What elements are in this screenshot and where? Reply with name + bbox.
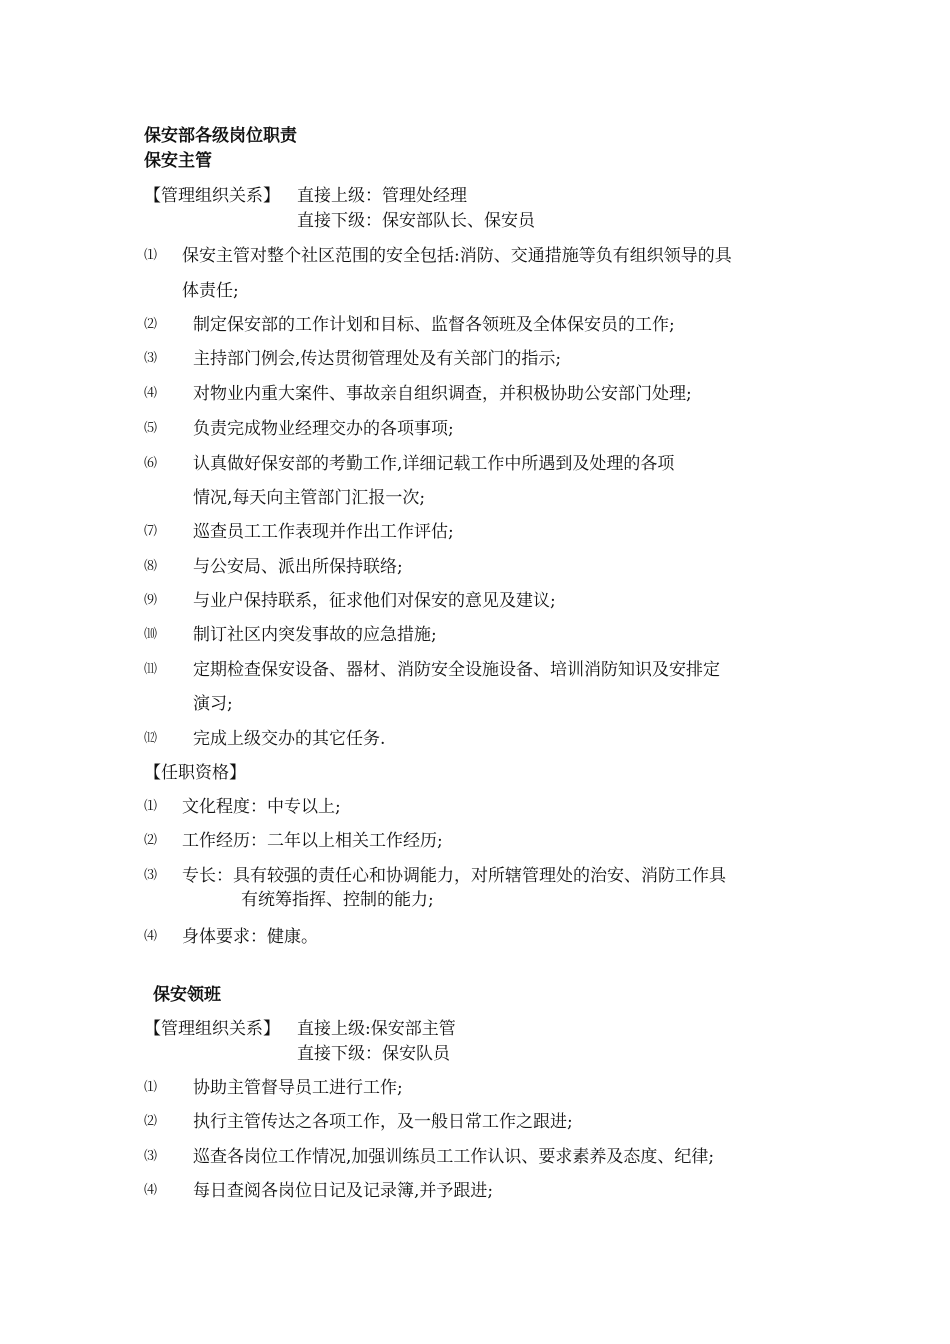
duty-number: ⑺ bbox=[144, 524, 158, 539]
duty-text: 巡查各岗位工作情况,加强训练员工工作认识、要求素养及态度、纪律; bbox=[193, 1147, 715, 1167]
duty-number: ⑶ bbox=[144, 351, 158, 366]
direct-subordinate: 直接下级：保安部队长、保安员 bbox=[297, 211, 535, 231]
duty-text: 对物业内重大案件、事故亲自组织调查，并积极协助公安部门处理; bbox=[193, 384, 692, 404]
duty-text-continued: 情况,每天向主管部门汇报一次; bbox=[193, 488, 426, 508]
qualification-number: ⑶ bbox=[144, 868, 158, 883]
document-title: 保安部各级岗位职责 bbox=[144, 126, 297, 146]
section-heading-supervisor: 保安主管 bbox=[144, 151, 212, 171]
qualification-text-continued: 有统筹指挥、控制的能力; bbox=[241, 890, 434, 910]
duty-number: ⑷ bbox=[144, 1183, 158, 1198]
duty-text: 主持部门例会,传达贯彻管理处及有关部门的指示; bbox=[193, 349, 562, 369]
direct-superior: 直接上级：管理处经理 bbox=[297, 186, 467, 206]
duty-number: ⑴ bbox=[144, 1080, 158, 1095]
duty-text: 负责完成物业经理交办的各项事项; bbox=[193, 419, 454, 439]
duty-text: 执行主管传达之各项工作，及一般日常工作之跟进; bbox=[193, 1112, 573, 1132]
duty-text: 协助主管督导员工进行工作; bbox=[193, 1078, 403, 1098]
duty-text: 制定保安部的工作计划和目标、监督各领班及全体保安员的工作; bbox=[193, 315, 675, 335]
duty-number: ⑾ bbox=[144, 662, 158, 677]
duty-number: ⑵ bbox=[144, 1114, 158, 1129]
duty-text: 与公安局、派出所保持联络; bbox=[193, 557, 403, 577]
qualification-number: ⑷ bbox=[144, 929, 158, 944]
qualification-text: 专长：具有较强的责任心和协调能力，对所辖管理处的治安、消防工作具 bbox=[182, 866, 726, 886]
duty-text: 定期检查保安设备、器材、消防安全设施设备、培训消防知识及安排定 bbox=[193, 660, 720, 680]
qualification-text: 身体要求：健康。 bbox=[182, 927, 318, 947]
duty-text: 与业户保持联系，征求他们对保安的意见及建议; bbox=[193, 591, 556, 611]
duty-text: 制订社区内突发事故的应急措施; bbox=[193, 625, 437, 645]
qualification-number: ⑵ bbox=[144, 833, 158, 848]
qualification-number: ⑴ bbox=[144, 799, 158, 814]
duty-number: ⑼ bbox=[144, 593, 158, 608]
duty-number: ⑶ bbox=[144, 1149, 158, 1164]
qualification-label: 【任职资格】 bbox=[144, 763, 246, 783]
direct-superior: 直接上级:保安部主管 bbox=[297, 1019, 456, 1039]
duty-number: ⑽ bbox=[144, 627, 158, 642]
duty-text: 保安主管对整个社区范围的安全包括:消防、交通措施等负有组织领导的具 bbox=[182, 246, 732, 266]
duty-number: ⑷ bbox=[144, 386, 158, 401]
org-relation-label: 【管理组织关系】 bbox=[144, 186, 280, 206]
duty-number: ⑻ bbox=[144, 559, 158, 574]
duty-text: 每日查阅各岗位日记及记录簿,并予跟进; bbox=[193, 1181, 494, 1201]
qualification-text: 工作经历：二年以上相关工作经历; bbox=[182, 831, 443, 851]
org-relation-label: 【管理组织关系】 bbox=[144, 1019, 280, 1039]
section-heading-leader: 保安领班 bbox=[153, 985, 221, 1005]
duty-text-continued: 演习; bbox=[193, 694, 233, 714]
direct-subordinate: 直接下级：保安队员 bbox=[297, 1044, 450, 1064]
duty-text: 完成上级交办的其它任务. bbox=[193, 729, 386, 749]
duty-number: ⑴ bbox=[144, 248, 158, 263]
duty-number: ⑵ bbox=[144, 317, 158, 332]
duty-text-continued: 体责任; bbox=[182, 281, 239, 301]
duty-number: ⑸ bbox=[144, 421, 158, 436]
duty-text: 认真做好保安部的考勤工作,详细记载工作中所遇到及处理的各项 bbox=[193, 454, 675, 474]
duty-number: ⑿ bbox=[144, 731, 158, 746]
duty-text: 巡查员工工作表现并作出工作评估; bbox=[193, 522, 454, 542]
duty-number: ⑹ bbox=[144, 456, 158, 471]
qualification-text: 文化程度：中专以上; bbox=[182, 797, 341, 817]
